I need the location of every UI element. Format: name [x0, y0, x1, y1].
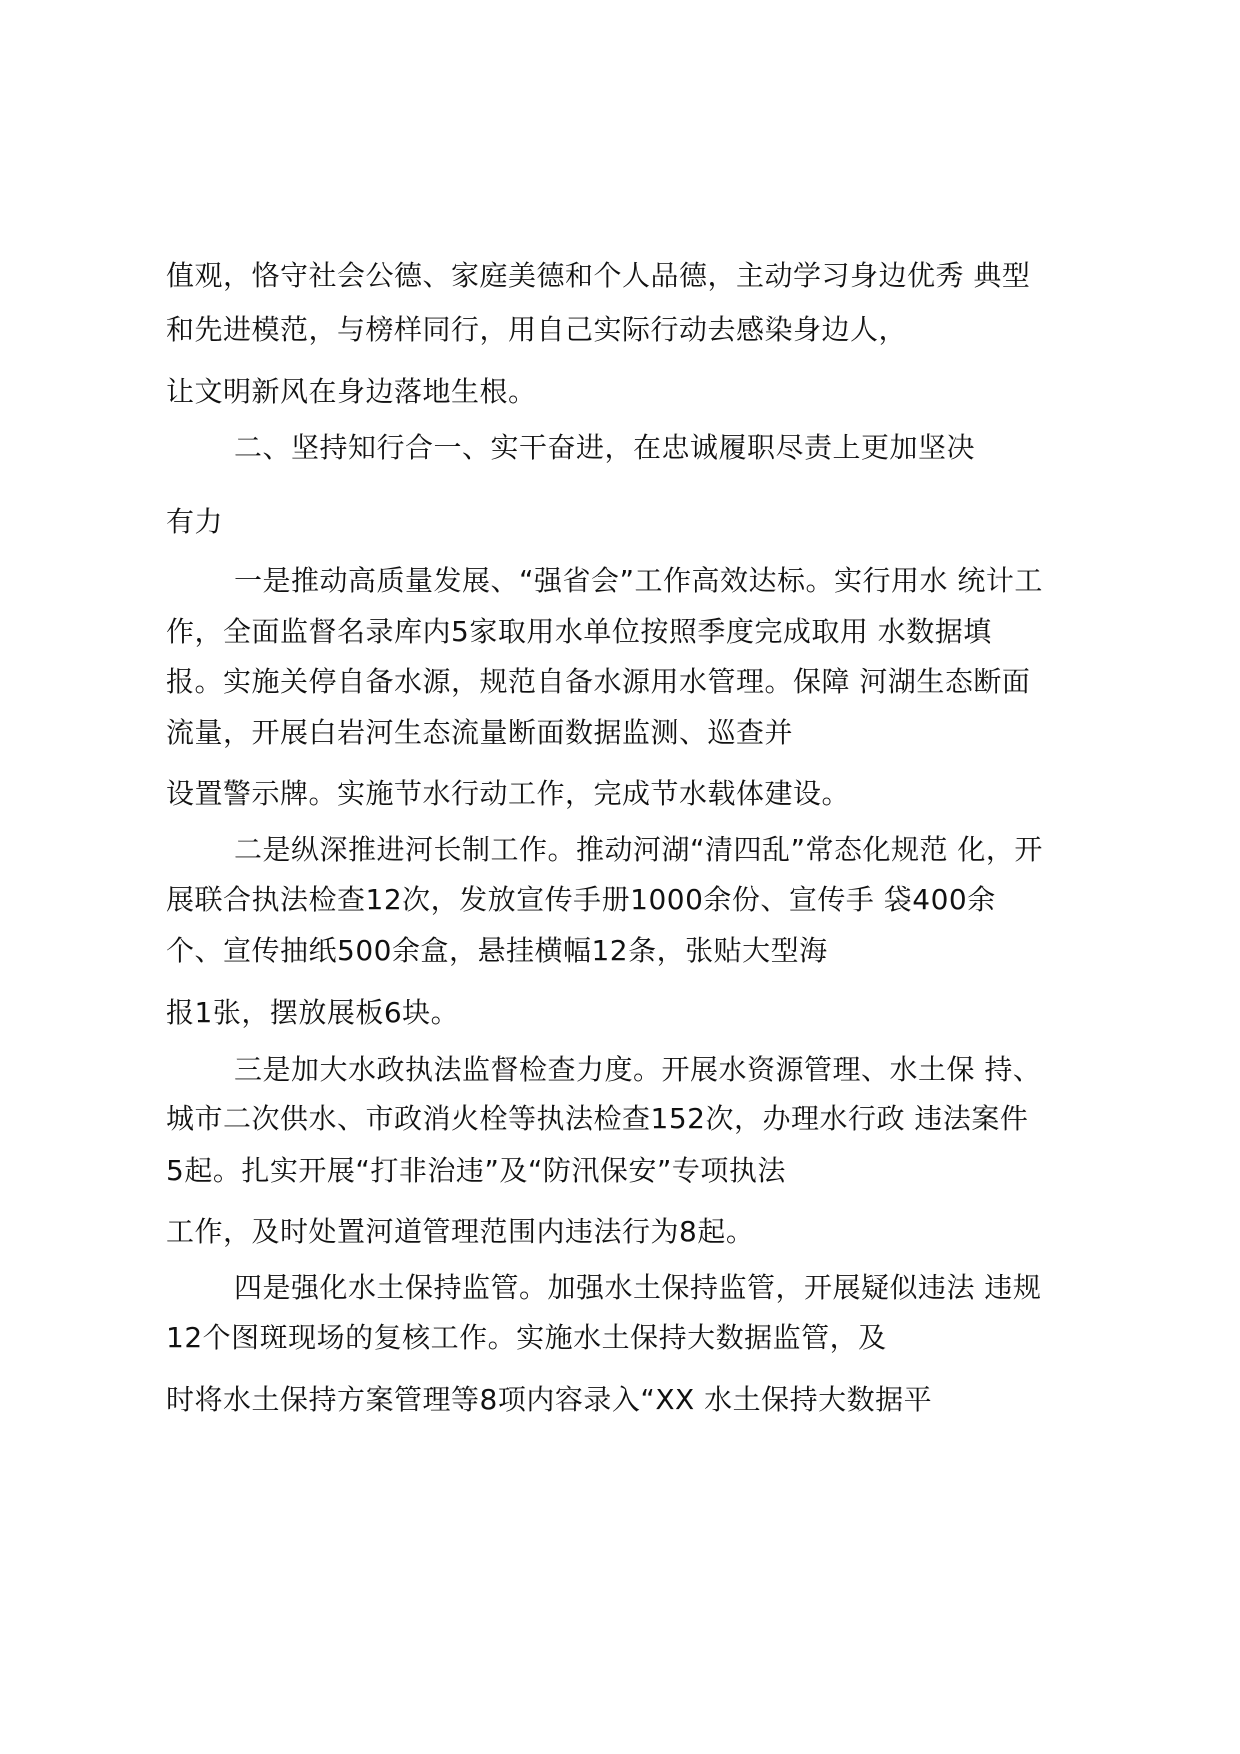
paragraph-line: 时将水土保持方案管理等8项内容录入“XX 水土保持大数据平: [166, 1383, 933, 1416]
paragraph-line: 流量，开展白岩河生态流量断面数据监测、巡查并: [166, 716, 794, 749]
paragraph-line: 工作，及时处置河道管理范围内违法行为8起。: [166, 1215, 755, 1248]
paragraph-line: 二是纵深推进河长制工作。推动河湖“清四乱”常态化规范 化，开: [234, 833, 1043, 866]
paragraph-line: 5起。扎实开展“打非治违”及“防汛保安”专项执法: [166, 1154, 786, 1187]
section-heading: 二、坚持知行合一、实干奋进，在忠诚履职尽责上更加坚决: [234, 431, 976, 464]
paragraph-line: 报。实施关停自备水源，规范自备水源用水管理。保障 河湖生态断面: [166, 665, 1031, 698]
paragraph-line: 个、宣传抽纸500余盒，悬挂横幅12条，张贴大型海: [166, 934, 828, 967]
paragraph-line: 四是强化水土保持监管。加强水土保持监管，开展疑似违法 违规: [234, 1271, 1042, 1304]
paragraph-line: 设置警示牌。实施节水行动工作，完成节水载体建设。: [166, 777, 851, 810]
paragraph-line: 和先进模范，与榜样同行，用自己实际行动去感染身边人，: [166, 313, 908, 346]
paragraph-line: 报1张，摆放展板6块。: [166, 996, 460, 1029]
paragraph-line: 12个图斑现场的复核工作。实施水土保持大数据监管，及: [166, 1321, 887, 1354]
paragraph-line: 三是加大水政执法监督检查力度。开展水资源管理、水土保 持、: [234, 1053, 1042, 1086]
section-heading-continued: 有力: [166, 505, 224, 538]
paragraph-line: 值观，恪守社会公德、家庭美德和个人品德，主动学习身边优秀 典型: [166, 259, 1031, 292]
paragraph-line: 一是推动高质量发展、“强省会”工作高效达标。实行用水 统计工: [234, 564, 1043, 597]
paragraph-line: 让文明新风在身边落地生根。: [166, 375, 537, 408]
paragraph-line: 展联合执法检查12次，发放宣传手册1000余份、宣传手 袋400余: [166, 883, 996, 916]
paragraph-line: 作，全面监督名录库内5家取用水单位按照季度完成取用 水数据填: [166, 615, 992, 648]
paragraph-line: 城市二次供水、市政消火栓等执法检查152次，办理水行政 违法案件: [166, 1102, 1029, 1135]
